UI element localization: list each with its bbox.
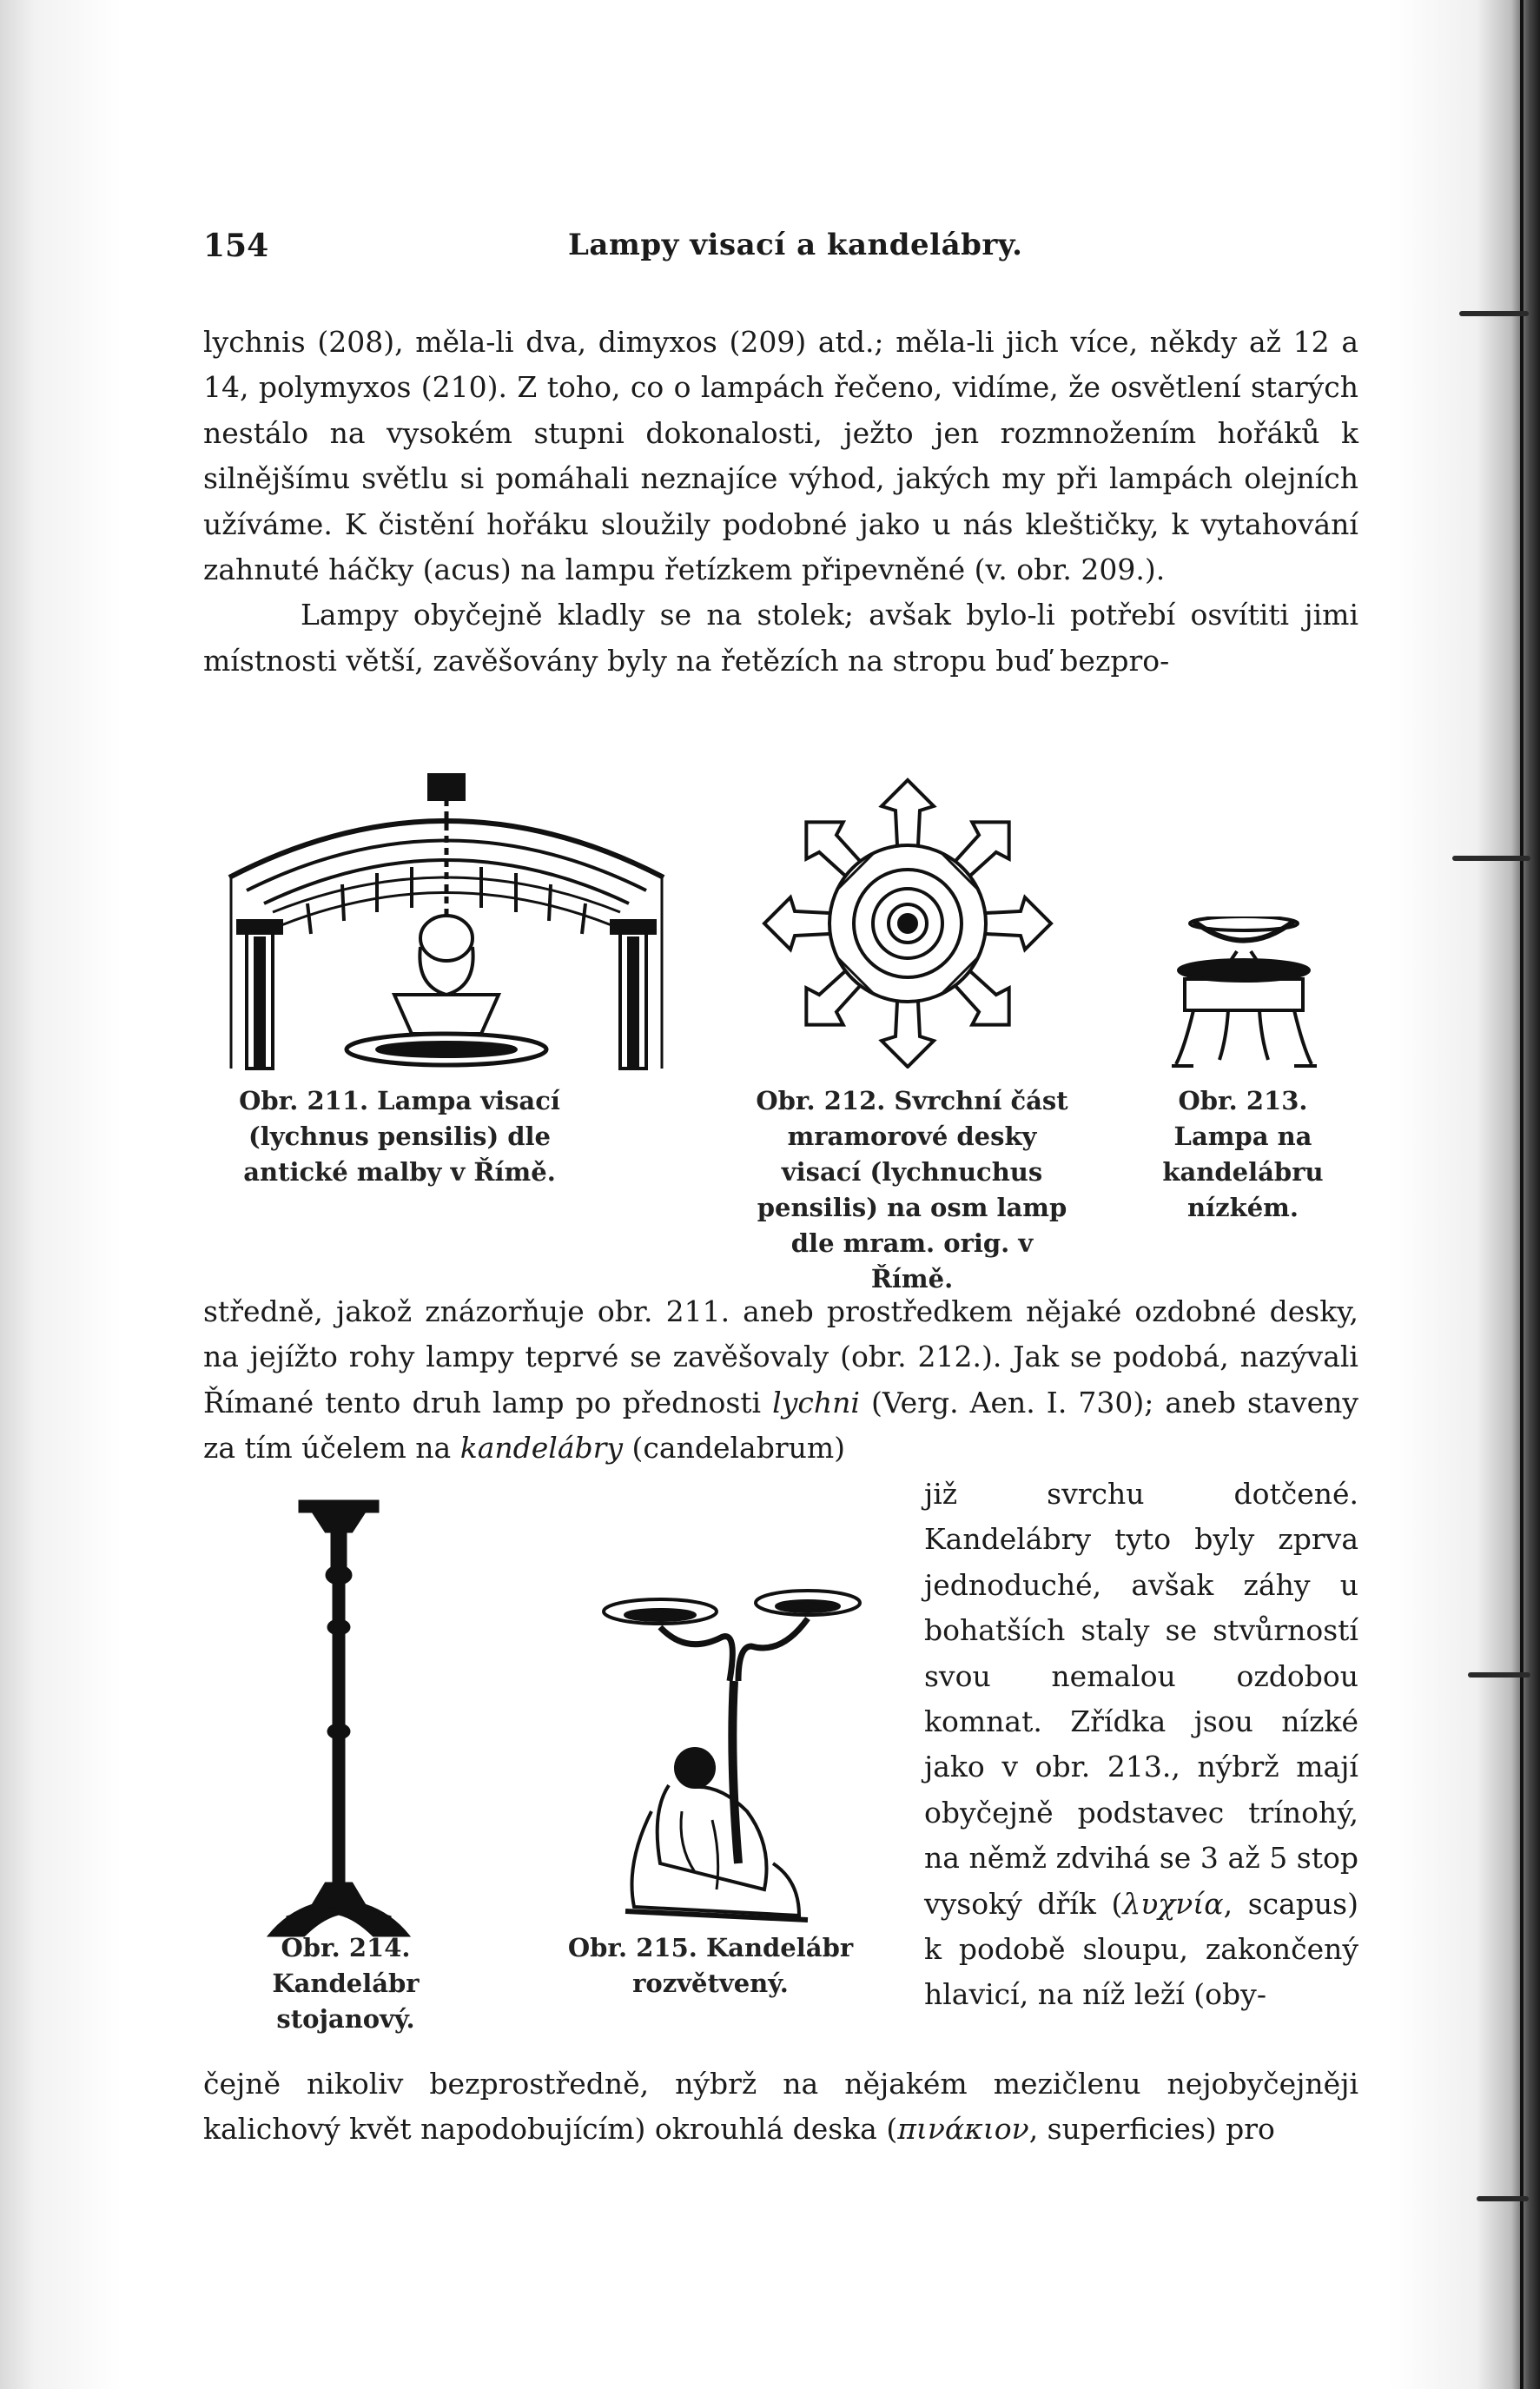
paragraph-text: , superficies) pro [1028, 2112, 1275, 2147]
paragraph-text: (candelabrum) [623, 1431, 846, 1466]
greek-term: λυχνία [1122, 1886, 1224, 1921]
paragraph-middle [203, 1289, 1358, 1472]
page-header [203, 228, 1358, 280]
caption-figure-211: Obr. 211. Lampa visací (lychnus pensilis) dle antické malby v Římě. [239, 1086, 560, 1187]
book-spine-edge [1520, 0, 1523, 2389]
paragraph-side-column [924, 1472, 1358, 2018]
caption-figure-212: Obr. 212. Svrchní část mramorové desky visací (lychnuchus pensilis) na osm lamp dle mram. orig. v Římě. [756, 1086, 1068, 1294]
page-number: 154 [203, 228, 269, 264]
paragraph-top [203, 320, 1358, 684]
caption-figure-213: Obr. 213. Lampa na kandelábru nízkém. [1162, 1086, 1324, 1222]
paragraph-text: Lampy obyčejně kladly se na stolek; avšak bylo-li potřebí osvítiti jimi místnosti větší, zavěšovány byly na řetězích na stropu buď bezpro- [203, 598, 1358, 678]
figure-213-low-candelabrum [1159, 917, 1329, 1073]
figure-215-branched-candelabrum [599, 1585, 895, 1933]
paragraph-text: již svrchu dotčené. Kandelábry tyto byly zprva jednoduché, avšak záhy u bohatších staly se stvůrností svou nemalou ozdobou komnat. Zřídka jsou nízké jako v obr. 213., nýbrž mají obyčejně podstavec trínohý, na němž zdvihá se 3 až 5 stop vysoký dřík ( [924, 1477, 1358, 1921]
binding-thread [1477, 2196, 1529, 2201]
paragraph-text: čejně nikoliv bezprostředně, nýbrž na nějakém mezičlenu nejobyčejněji kalichový květ napodobujícím) okrouhlá deska ( [203, 2067, 1358, 2147]
italic-term: lychni [772, 1385, 860, 1420]
paragraph-bottom [203, 2061, 1358, 2153]
caption-figure-214: Obr. 214. Kandelábr stojanový. [272, 1933, 420, 2034]
running-title: Lampy visací a kandelábry. [568, 228, 1023, 262]
caption-figure-215: Obr. 215. Kandelábr rozvětvený. [567, 1933, 854, 1998]
binding-thread [1468, 1672, 1530, 1678]
paragraph-text: lychnis (208), měla-li dva, dimyxos (209) atd.; měla-li jich více, někdy až 12 a 14, polymyxos (210). Z toho, co o lampách řečeno, vidíme, že osvětlení starých nestálo na vysokém stupni dokonalosti, ježto jen rozmnožením hořáků k silnějšímu světlu si pomáhali neznajíce výhod, jakých my při lampách olejních užíváme. K čistění hořáku sloužily podobné jako u nás kleštičky, k vytahování zahnuté háčky (acus) na lampu řetízkem připevněné (v. obr. 209.). [203, 325, 1358, 587]
figure-214-standing-candelabrum [252, 1497, 426, 1942]
binding-thread [1452, 856, 1530, 861]
paragraph-text: , scapus) k podobě sloupu, zakončený hlavicí, na níž leží (oby- [924, 1886, 1358, 2012]
figure-211-hanging-lamp [221, 773, 672, 1075]
italic-term: kandelábry [459, 1431, 624, 1466]
paragraph-text: (Verg. Aen. I. 730); aneb staveny za tím účelem na [203, 1385, 1358, 1466]
figure-212-marble-disk [756, 778, 1060, 1069]
binding-thread [1459, 311, 1529, 316]
greek-term: πινάκιον [897, 2112, 1029, 2147]
paragraph-text: středně, jakož znázorňuje obr. 211. aneb prostředkem nějaké ozdobné desky, na jejížto rohy lampy teprvé se zavěšovaly (obr. 212.). Jak se podobá, nazývali Římané tento druh lamp po přednosti [203, 1294, 1358, 1420]
